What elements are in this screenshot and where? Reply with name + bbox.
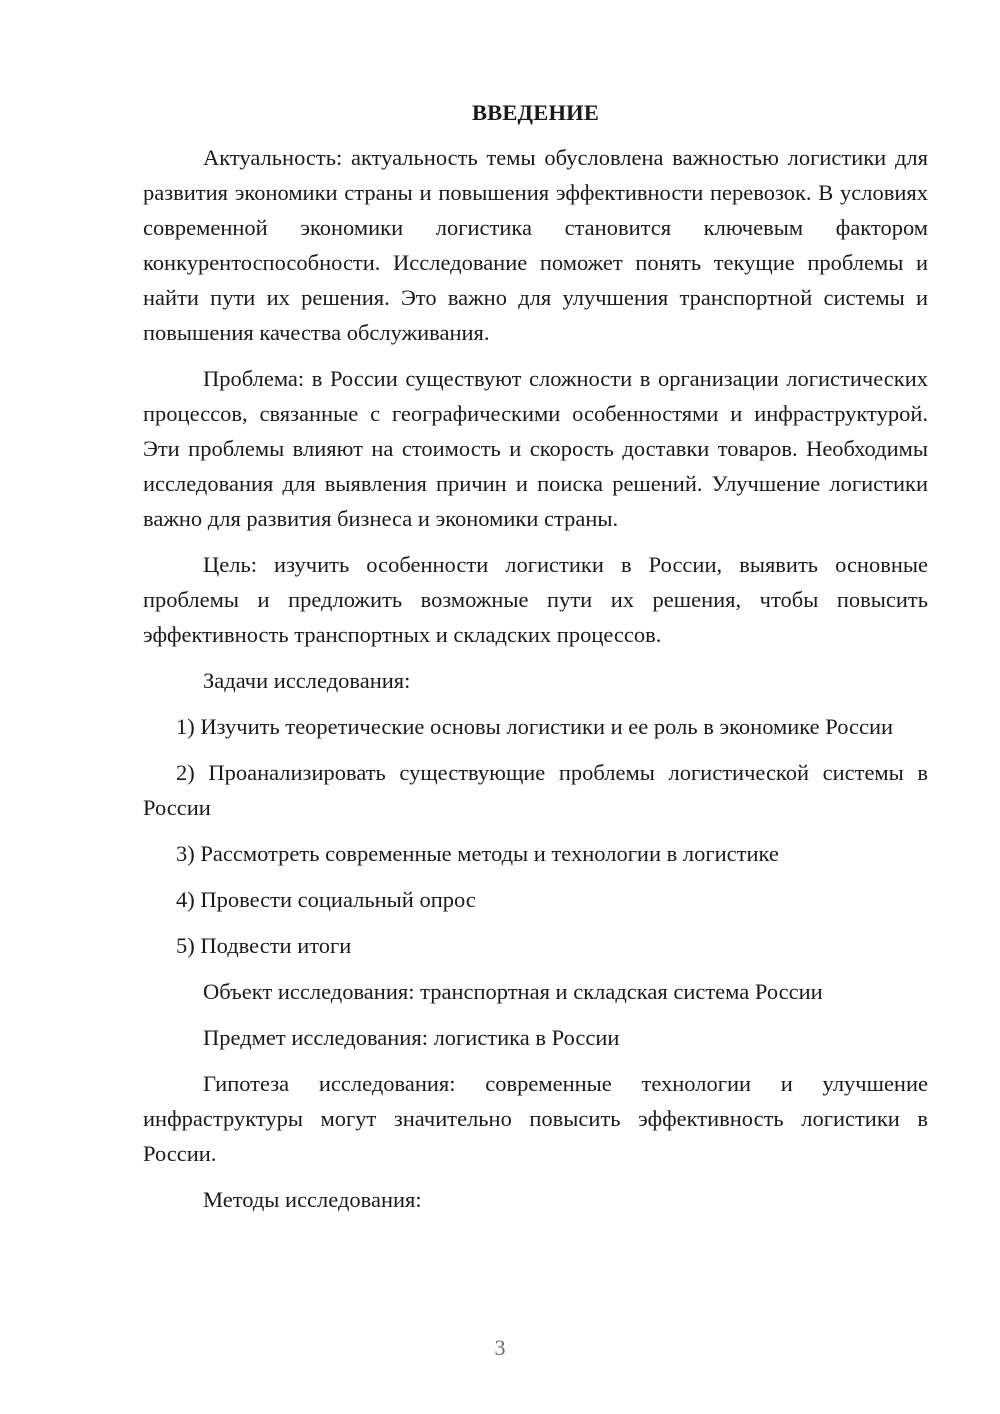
paragraph-subject: Предмет исследования: логистика в России xyxy=(203,1025,620,1050)
paragraph-hypothesis: Гипотеза исследования: современные технологии и улучшение инфраструктуры могут значительно повысить эффективность логистики в России. xyxy=(143,1071,928,1166)
task-item-4: 4) Провести социальный опрос xyxy=(176,887,476,912)
task-item-2: 2) Проанализировать существующие проблемы логистической системы в России xyxy=(143,760,928,820)
page-number: 3 xyxy=(494,1335,506,1360)
task-item-3: 3) Рассмотреть современные методы и технологии в логистике xyxy=(176,841,779,866)
document-page xyxy=(143,95,928,1228)
paragraph-relevance: Актуальность: актуальность темы обусловлена важностью логистики для развития экономики страны и повышения эффективности перевозок. В условиях современной экономики логистика становится ключевым фактором конкурентоспособности. Исследование поможет понять текущие проблемы и найти пути их решения. Это важно для улучшения транспортной системы и повышения качества обслуживания. xyxy=(143,145,928,345)
task-item-1: 1) Изучить теоретические основы логистики и ее роль в экономике России xyxy=(176,714,894,739)
paragraph-methods: Методы исследования: xyxy=(203,1187,422,1212)
paragraph-tasks-heading: Задачи исследования: xyxy=(203,668,411,693)
paragraph-problem: Проблема: в России существуют сложности в организации логистических процессов, связанные с географическими особенностями и инфраструктурой. Эти проблемы влияют на стоимость и скорость доставки товаров. Необходимы исследования для выявления причин и поиска решений. Улучшение логистики важно для развития бизнеса и экономики страны. xyxy=(143,366,928,531)
paragraph-goal: Цель: изучить особенности логистики в России, выявить основные проблемы и предложить возможные пути их решения, чтобы повысить эффективность транспортных и складских процессов. xyxy=(143,552,928,647)
task-item-5: 5) Подвести итоги xyxy=(176,933,352,958)
paragraph-object: Объект исследования: транспортная и складская система России xyxy=(203,979,823,1004)
section-heading: ВВЕДЕНИЕ xyxy=(471,100,600,125)
